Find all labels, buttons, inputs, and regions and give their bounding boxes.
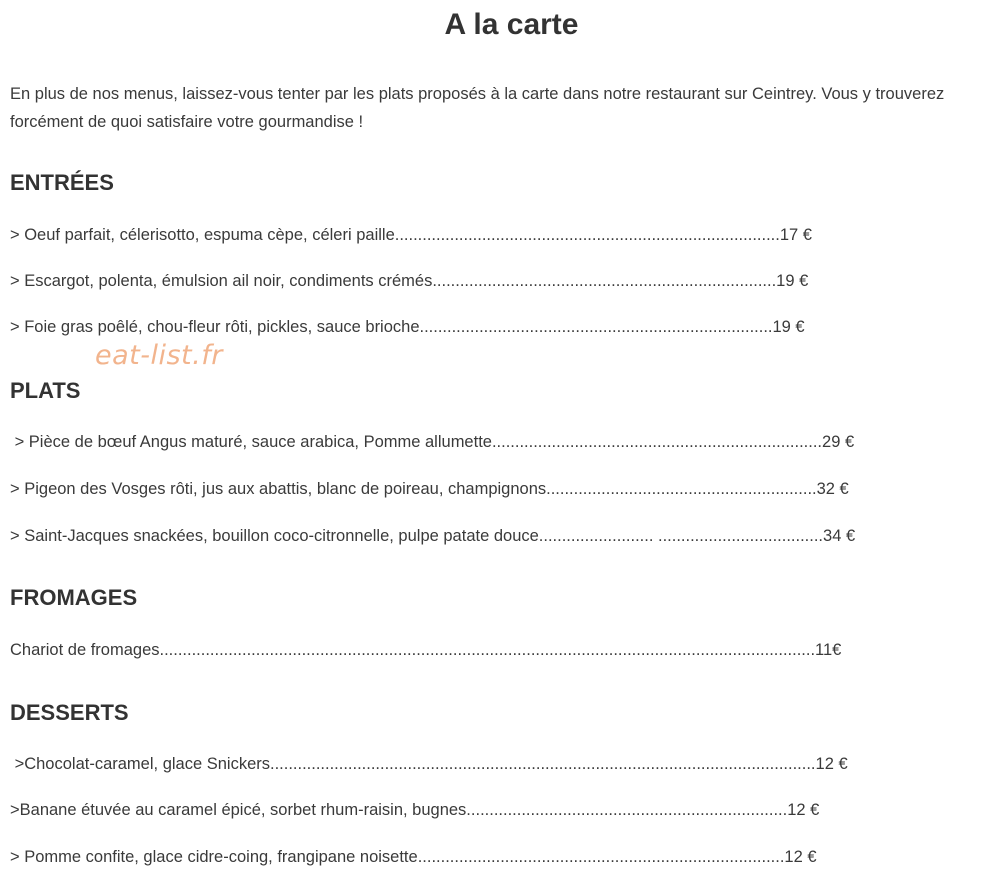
section-heading-desserts: DESSERTS [10,700,129,725]
menu-item: Chariot de fromages...............................................................................................................................................11€ [10,641,842,659]
menu-item: >Banane étuvée au caramel épicé, sorbet rhum-raisin, bugnes......................................................................12 € [10,801,820,819]
menu-item: > Pigeon des Vosges rôti, jus aux abattis, blanc de poireau, champignons...........................................................32 € [10,480,849,498]
menu-item: > Foie gras poêlé, chou-fleur rôti, pickles, sauce brioche.............................................................................19 € [10,318,805,336]
watermark-logo: eat-list.fr [95,340,223,371]
section-heading-fromages: FROMAGES [10,585,138,610]
menu-item: > Pomme confite, glace cidre-coing, frangipane noisette................................................................................12 € [10,848,817,866]
intro-paragraph: En plus de nos menus, laissez-vous tenter par les plats proposés à la carte dans notre restaurant sur Ceintrey. Vous y trouverez forcément de quoi satisfaire votre gourmandise ! [10,85,945,131]
section-heading-plats: PLATS [10,378,81,403]
section-heading-entrees: ENTRÉES [10,170,114,195]
menu-item: > Pièce de bœuf Angus maturé, sauce arabica, Pomme allumette........................................................................29 € [10,433,855,451]
menu-item: > Oeuf parfait, célerisotto, espuma cèpe, céleri paille....................................................................................17 € [10,226,812,244]
page-title: A la carte [444,8,579,41]
menu-item: >Chocolat-caramel, glace Snickers.......................................................................................................................12 € [10,755,848,773]
menu-item: > Escargot, polenta, émulsion ail noir, condiments crémés...........................................................................19 € [10,272,809,290]
menu-item: > Saint-Jacques snackées, bouillon coco-citronnelle, pulpe patate douce......................... ....................................34 € [10,527,856,545]
